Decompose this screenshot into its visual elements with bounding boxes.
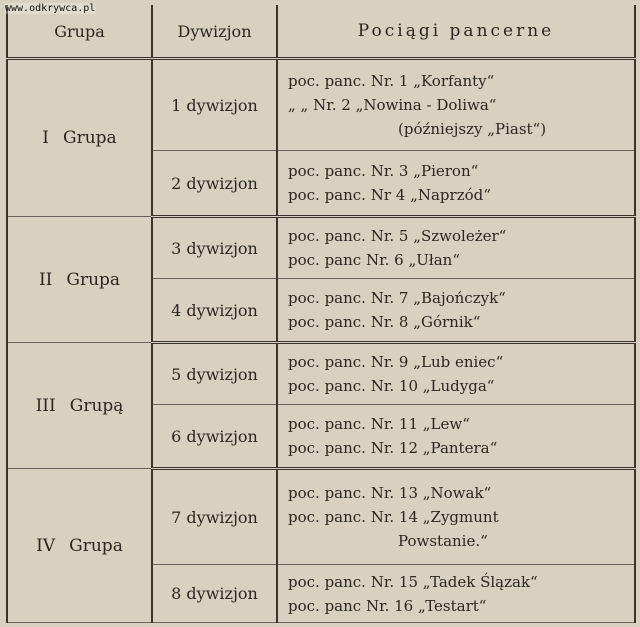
- train-line: poc. panc. Nr. 10 „Ludyga“: [288, 377, 495, 395]
- group-numeral: III: [35, 395, 56, 416]
- train-line: poc. panc. Nr 4 „Naprzód“: [288, 186, 491, 204]
- table-row: [7, 217, 635, 279]
- train-line: poc. panc. Nr. 12 „Pantera“: [288, 439, 498, 457]
- table-row: [7, 469, 635, 565]
- train-line: poc. panc. Nr. 1 „Korfanty“: [288, 72, 495, 90]
- division-cell: 5 dywizjon: [152, 343, 277, 405]
- trains-cell: [277, 565, 635, 623]
- train-line: poc. panc Nr. 16 „Testart“: [288, 596, 487, 615]
- division-cell: 7 dywizjon: [152, 469, 277, 565]
- train-line: poc. panc. Nr. 8 „Górnik“: [288, 313, 481, 331]
- trains-cell: [277, 59, 635, 151]
- group-cell-1: [7, 59, 152, 217]
- table-row: [7, 343, 635, 405]
- group-cell-3: [7, 343, 152, 469]
- trains-cell: [277, 343, 635, 405]
- train-line: Powstanie.“: [398, 532, 488, 550]
- armored-trains-table: [6, 5, 636, 623]
- table-row: [7, 59, 635, 151]
- header-division: Dywizjon: [152, 5, 277, 59]
- train-line: poc. panc. Nr. 3 „Pieron“: [288, 162, 479, 180]
- train-line: poc. panc. Nr. 13 „Nowak“: [288, 484, 492, 502]
- train-line: poc. panc. Nr. 15 „Tadek Ślązak“: [288, 572, 538, 591]
- group-numeral: II: [38, 269, 53, 290]
- division-cell: 1 dywizjon: [152, 59, 277, 151]
- train-line: poc. panc. Nr. 9 „Lub eniec“: [288, 353, 504, 371]
- division-cell: 2 dywizjon: [152, 151, 277, 217]
- group-label: Grupą: [69, 395, 124, 416]
- group-numeral: IV: [36, 535, 56, 556]
- division-cell: 3 dywizjon: [152, 217, 277, 279]
- group-label: Grupa: [69, 535, 123, 556]
- trains-cell: [277, 217, 635, 279]
- division-cell: 4 dywizjon: [152, 279, 277, 343]
- header-trains: Pociągi pancerne: [277, 5, 635, 59]
- train-line: poc. panc. Nr. 7 „Bajończyk“: [288, 289, 506, 307]
- train-line: (późniejszy „Piast“): [398, 120, 547, 138]
- train-line: poc. panc. Nr. 5 „Szwoleżer“: [288, 227, 507, 245]
- trains-cell: [277, 469, 635, 565]
- division-cell: 6 dywizjon: [152, 405, 277, 469]
- group-cell-2: [7, 217, 152, 343]
- watermark: www.odkrywca.pl: [5, 3, 96, 14]
- train-line: poc. panc. Nr. 14 „Zygmunt: [288, 508, 499, 526]
- header-group: Grupa: [7, 5, 152, 59]
- train-line: poc. panc. Nr. 11 „Lew“: [288, 415, 470, 433]
- header-row: [7, 5, 635, 59]
- group-numeral: I: [42, 128, 50, 148]
- group-label: Grupa: [63, 128, 117, 148]
- train-line: „ „ Nr. 2 „Nowina - Doliwa“: [288, 96, 497, 114]
- trains-cell: [277, 151, 635, 217]
- group-cell-4: [7, 469, 152, 623]
- group-label: Grupa: [66, 269, 121, 290]
- division-cell: 8 dywizjon: [152, 565, 277, 623]
- trains-cell: [277, 279, 635, 343]
- train-line: poc. panc Nr. 6 „Ułan“: [288, 251, 460, 269]
- trains-cell: [277, 405, 635, 469]
